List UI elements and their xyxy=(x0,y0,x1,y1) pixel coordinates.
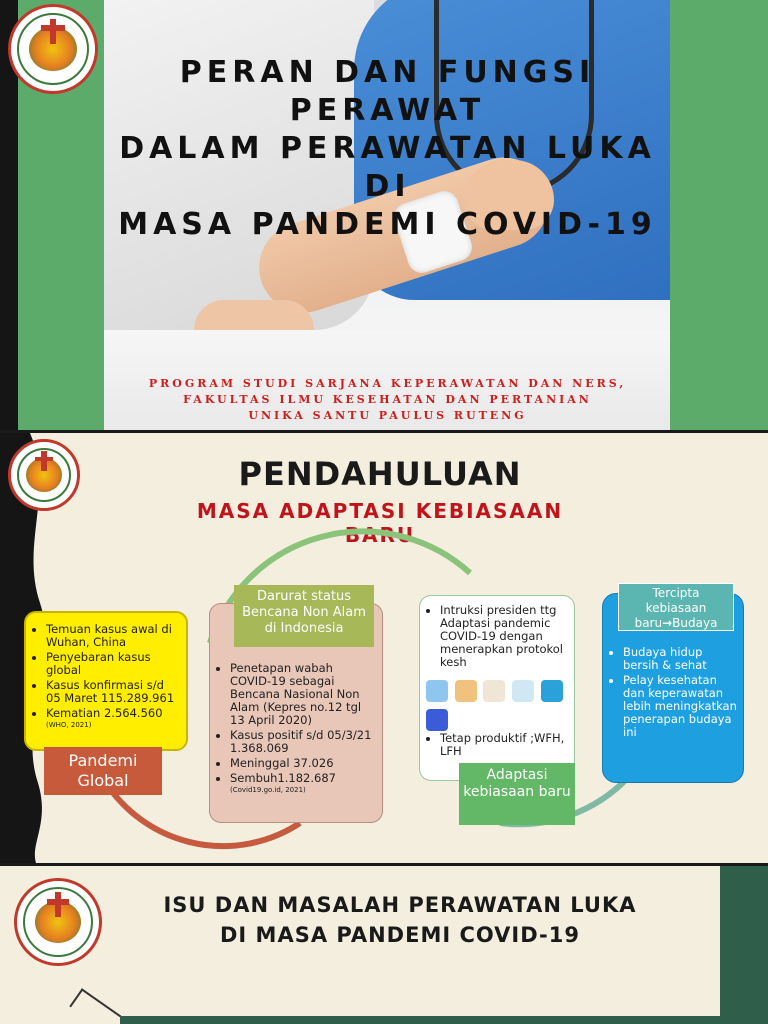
handwash-icon xyxy=(426,680,448,702)
institution-subtitle: PROGRAM STUDI SARJANA KEPERAWATAN DAN NERS, FAKULTAS ILMU KESEHATAN DAN PERTANIAN UNIKA SANTU PAULUS RUTENG xyxy=(148,377,627,422)
university-logo xyxy=(14,878,102,966)
new-habit-culture-label: Tercipta kebiasaan baru→Budaya xyxy=(618,583,734,631)
gathering-icon xyxy=(426,709,448,731)
slide-issues xyxy=(0,866,768,1024)
right-green-bar xyxy=(720,866,768,1024)
crowd-icon xyxy=(541,680,563,702)
slide-subheading: MASA ADAPTASI KEBIASAAN BARU xyxy=(196,499,564,547)
team-icon xyxy=(512,680,534,702)
slide-heading: PENDAHULUAN xyxy=(238,455,522,493)
slide-title xyxy=(0,0,768,430)
pandemic-global-label: Pandemi Global xyxy=(44,747,162,795)
mask-icon xyxy=(455,680,477,702)
university-logo xyxy=(8,4,98,94)
global-pandemic-box: • Temuan kasus awal di Wuhan, China • Penyebaran kasus global • Kasus konfirmasi s/d 05 Maret 115.289.961 • Kematian 2.564.560 (WHO, 2021) xyxy=(24,611,188,751)
slide-heading: ISU DAN MASALAH PERAWATAN LUKA DI MASA PANDEMI COVID-19 xyxy=(163,893,637,947)
slide-introduction xyxy=(0,433,768,863)
bottom-bar xyxy=(120,1016,720,1024)
health-protocol-icons xyxy=(426,680,576,734)
new-habit-adaptation-box: • Intruksi presiden ttg Adaptasi pandemic COVID-19 dengan menerapkan protokol kesh • Tetap produktif ;WFH, LFH xyxy=(419,595,575,781)
indonesia-disaster-box: • Penetapan wabah COVID-19 sebagai Bencana Nasional Non Alam (Kepres no.12 tgl 13 April 2020) • Kasus positif s/d 05/3/21 1.368.069 • Meninggal 37.026 • Sembuh1.182.687 (Covid19.go.id, 2021) xyxy=(209,603,383,823)
slide-title-text: PERAN DAN FUNGSI PERAWAT DALAM PERAWATAN LUKA DI MASA PANDEMI COVID-19 xyxy=(118,55,657,242)
disaster-status-label: Darurat status Bencana Non Alam di Indonesia xyxy=(234,585,374,647)
distance-icon xyxy=(483,680,505,702)
adaptation-label: Adaptasi kebiasaan baru xyxy=(459,763,575,825)
new-culture-box: • Budaya hidup bersih & sehat • Pelay kesehatan dan keperawatan lebih meningkatkan penerapan budaya ini xyxy=(602,593,744,783)
